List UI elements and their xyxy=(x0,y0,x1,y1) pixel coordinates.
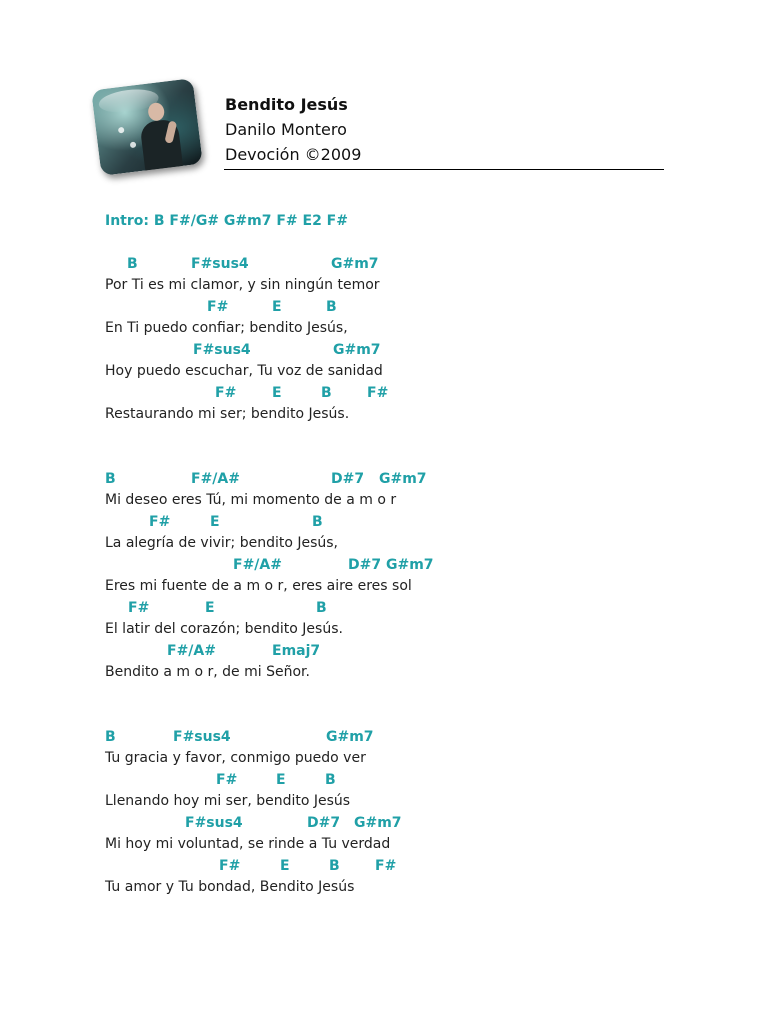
chord-line xyxy=(105,511,745,533)
intro-chords: Intro: B F#/G# G#m7 F# E2 F# xyxy=(105,213,348,229)
chord-line xyxy=(105,382,745,404)
chord: F# xyxy=(216,772,238,788)
cover-light-dot xyxy=(130,141,137,148)
cover-singer-body xyxy=(139,118,183,172)
lyric-text: Eres mi fuente de a m o r, eres aire eres sol xyxy=(105,577,412,594)
chord: B xyxy=(312,514,323,530)
chord: E xyxy=(272,299,282,315)
lyric-line xyxy=(105,662,745,684)
lyric-text: Hoy puedo escuchar, Tu voz de sanidad xyxy=(105,362,383,379)
chord: B xyxy=(321,385,332,401)
chord-line xyxy=(105,296,745,318)
chord: F#sus4 xyxy=(191,256,249,272)
chord-line xyxy=(105,855,745,877)
lyric-line xyxy=(105,533,745,555)
chord: E xyxy=(280,858,290,874)
chord: F# xyxy=(375,858,397,874)
lyric-text: Llenando hoy mi ser, bendito Jesús xyxy=(105,792,351,809)
album-cover xyxy=(91,78,203,176)
lyric-line xyxy=(105,748,745,770)
chord: G#m7 xyxy=(379,471,427,487)
chord: F#/A# xyxy=(167,643,216,659)
chord: B xyxy=(325,772,336,788)
lyric-text: Tu amor y Tu bondad, Bendito Jesús xyxy=(105,878,355,895)
chord: D#7 xyxy=(307,815,341,831)
lyric-line xyxy=(105,275,745,297)
lyric-text: Restaurando mi ser; bendito Jesús. xyxy=(105,405,350,422)
chord-line xyxy=(105,812,745,834)
lyric-text: En Ti puedo confiar; bendito Jesús, xyxy=(105,319,348,336)
lyric-line xyxy=(105,619,745,641)
lyric-line xyxy=(105,877,745,899)
lyric-line xyxy=(105,404,745,426)
chord: B xyxy=(105,471,116,487)
chord: G#m7 xyxy=(326,729,374,745)
chord: G#m7 xyxy=(333,342,381,358)
chord-line xyxy=(105,339,745,361)
chord: F#sus4 xyxy=(173,729,231,745)
chord: B xyxy=(105,729,116,745)
header-divider xyxy=(224,169,664,170)
lyric-line xyxy=(105,791,745,813)
chord: F#sus4 xyxy=(185,815,243,831)
chord: F# xyxy=(215,385,237,401)
lyric-text: Bendito a m o r, de mi Señor. xyxy=(105,663,310,680)
lyric-text: Mi deseo eres Tú, mi momento de a m o r xyxy=(105,491,397,508)
chord-line xyxy=(105,468,745,490)
chord-line xyxy=(105,726,745,748)
chord: B xyxy=(329,858,340,874)
chord: D#7 xyxy=(331,471,365,487)
chord-line xyxy=(105,597,745,619)
chord: E xyxy=(276,772,286,788)
chord: F#/A# xyxy=(233,557,282,573)
chord: F# xyxy=(149,514,171,530)
lyric-text: Tu gracia y favor, conmigo puedo ver xyxy=(105,749,366,766)
lyric-text: La alegría de vivir; bendito Jesús, xyxy=(105,534,339,551)
chord: E xyxy=(272,385,282,401)
lyric-text: El latir del corazón; bendito Jesús. xyxy=(105,620,343,637)
chord: E xyxy=(210,514,220,530)
chord: F# xyxy=(367,385,389,401)
chord: F# xyxy=(128,600,150,616)
chord: E xyxy=(205,600,215,616)
lyric-line xyxy=(105,834,745,856)
lyric-text: Mi hoy mi voluntad, se rinde a Tu verdad xyxy=(105,835,391,852)
chord: B xyxy=(127,256,138,272)
chord-sheet xyxy=(105,210,745,898)
album-name: Devoción ©2009 xyxy=(225,145,362,164)
song-header xyxy=(225,92,663,167)
cover-light-dot xyxy=(118,127,125,134)
lyric-line xyxy=(105,576,745,598)
chord: G#m7 xyxy=(331,256,379,272)
chord-line xyxy=(105,640,745,662)
lyric-text: Por Ti es mi clamor, y sin ningún temor xyxy=(105,276,380,293)
lyric-line xyxy=(105,318,745,340)
artist-name: Danilo Montero xyxy=(225,120,347,139)
chord: B xyxy=(326,299,337,315)
cover-singer-head xyxy=(147,102,165,122)
chord: D#7 G#m7 xyxy=(348,557,434,573)
chord: B xyxy=(316,600,327,616)
chord: F#/A# xyxy=(191,471,240,487)
lyric-line xyxy=(105,361,745,383)
song-title: Bendito Jesús xyxy=(225,95,348,114)
chord: Emaj7 xyxy=(272,643,321,659)
chord-line xyxy=(105,554,745,576)
chord: F# xyxy=(219,858,241,874)
chord: F#sus4 xyxy=(193,342,251,358)
intro-line xyxy=(105,210,745,232)
chord: G#m7 xyxy=(354,815,402,831)
chord-line xyxy=(105,253,745,275)
chord: F# xyxy=(207,299,229,315)
lyric-line xyxy=(105,490,745,512)
chord-line xyxy=(105,769,745,791)
